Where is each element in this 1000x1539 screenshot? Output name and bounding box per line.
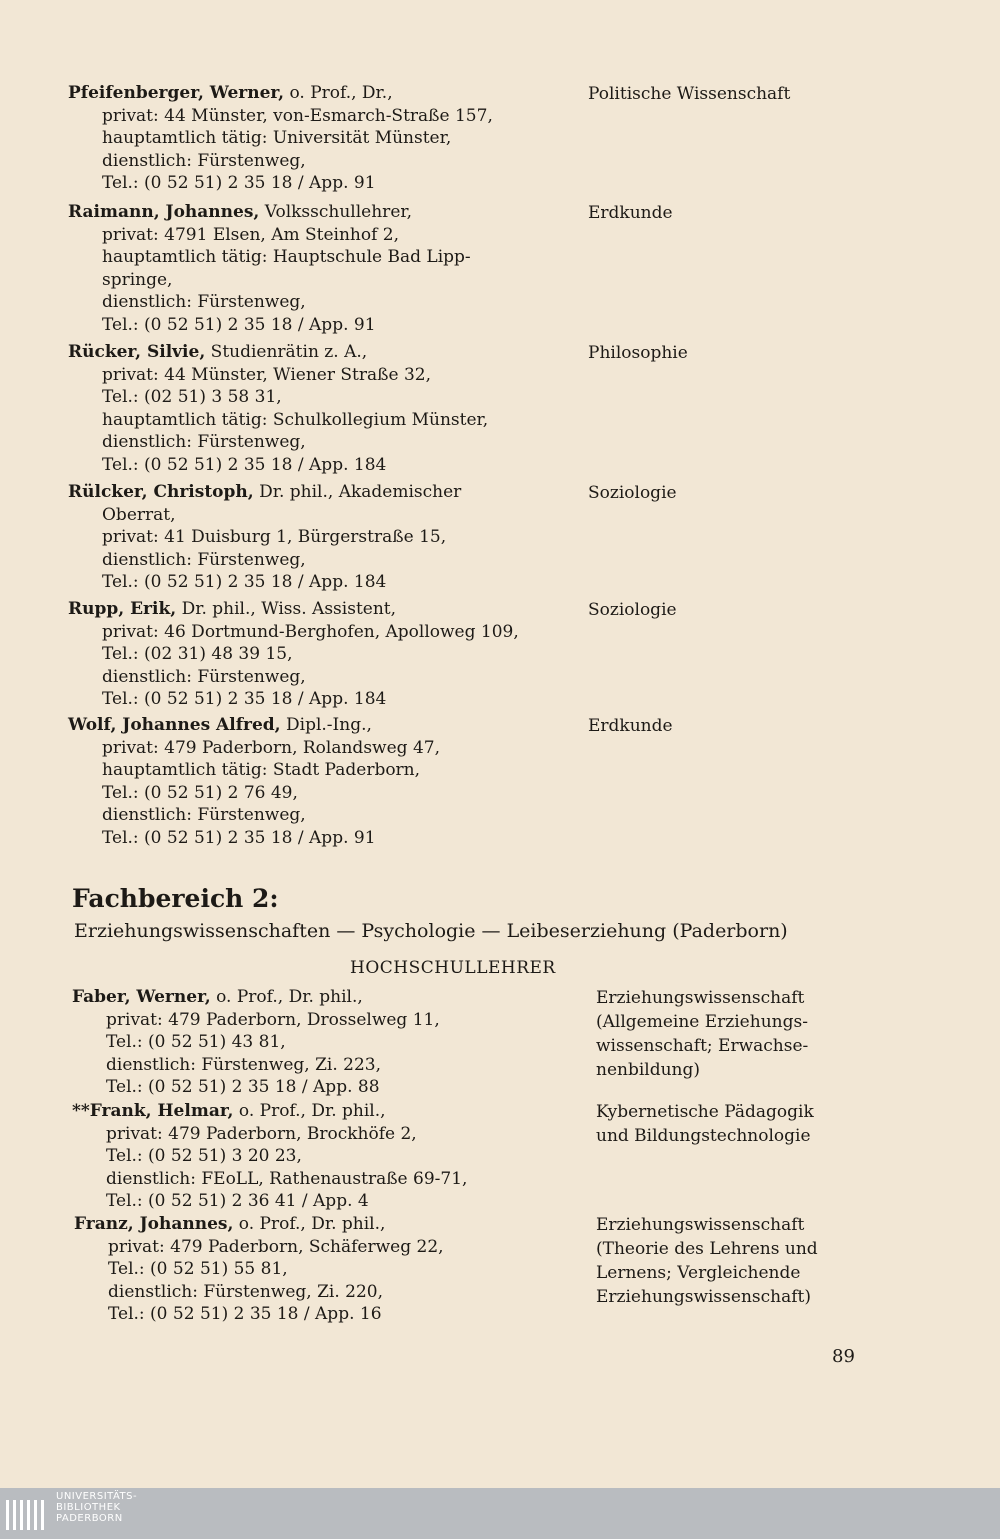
entry-franz xyxy=(74,1213,974,1327)
entry-line: Tel.: (0 52 51) 55 81, xyxy=(108,1259,288,1280)
subject-line: Erziehungswissenschaft xyxy=(596,988,805,1008)
subject-line: (Allgemeine Erziehungs- xyxy=(596,1012,808,1032)
entry-pfeifenberger xyxy=(68,82,968,196)
logo-line: UNIVERSITÄTS- xyxy=(56,1491,138,1502)
entry-line: Tel.: (0 52 51) 2 35 18 / App. 91 xyxy=(102,827,376,848)
entry-title: Dipl.-Ing., xyxy=(280,715,372,735)
entry-line: privat: 479 Paderborn, Drosselweg 11, xyxy=(106,1009,440,1030)
entry-line: hauptamtlich tätig: Hauptschule Bad Lipp- xyxy=(102,247,471,268)
entry-subject: Politische Wissenschaft xyxy=(588,84,791,104)
entry-line: Tel.: (0 52 51) 43 81, xyxy=(106,1032,286,1053)
entry-name: Raimann, Johannes, xyxy=(68,202,260,222)
subject-line: Erziehungswissenschaft) xyxy=(596,1287,811,1307)
entry-title: Dr. phil., Wiss. Assistent, xyxy=(176,599,397,619)
entry-line: hauptamtlich tätig: Stadt Paderborn, xyxy=(102,760,421,781)
entry-line: Tel.: (0 52 51) 2 76 49, xyxy=(102,782,298,803)
entry-line: hauptamtlich tätig: Schulkollegium Münster, xyxy=(102,409,489,430)
entry-line: Tel.: (0 52 51) 2 35 18 / App. 184 xyxy=(102,572,387,593)
entry-line: Tel.: (0 52 51) 2 35 18 / App. 184 xyxy=(102,454,387,475)
entry-line: Tel.: (0 52 51) 2 35 18 / App. 91 xyxy=(102,173,376,194)
entry-line: Tel.: (0 52 51) 3 20 23, xyxy=(106,1146,302,1167)
entry-name: Franz, Johannes, xyxy=(74,1214,234,1234)
entry-line: Tel.: (0 52 51) 2 35 18 / App. 91 xyxy=(102,314,376,335)
entry-raimann xyxy=(68,201,968,337)
entry-title: Volksschullehrer, xyxy=(259,202,413,222)
subject-line: Kybernetische Pädagogik xyxy=(596,1102,814,1122)
entry-title: Dr. phil., Akademischer xyxy=(253,482,462,502)
subject-line: (Theorie des Lehrens und xyxy=(596,1239,818,1259)
subheading: HOCHSCHULLEHRER xyxy=(350,958,556,978)
entry-subject: Erdkunde xyxy=(588,716,673,736)
entry-name: Rücker, Silvie, xyxy=(68,342,206,362)
entry-line: privat: 479 Paderborn, Schäferweg 22, xyxy=(108,1236,444,1257)
subject-line: Erziehungswissenschaft xyxy=(596,1215,805,1235)
entry-line: privat: 479 Paderborn, Brockhöfe 2, xyxy=(106,1123,417,1144)
entry-title: o. Prof., Dr. phil., xyxy=(233,1101,386,1121)
entry-line: Tel.: (02 31) 48 39 15, xyxy=(102,644,293,665)
subject-line: nenbildung) xyxy=(596,1060,701,1080)
entry-frank xyxy=(72,1100,972,1214)
entry-line: privat: 479 Paderborn, Rolandsweg 47, xyxy=(102,737,440,758)
entry-line: privat: 44 Münster, von-Esmarch-Straße 157, xyxy=(102,105,493,126)
entry-subject: Soziologie xyxy=(588,483,677,503)
subject-line: Lernens; Vergleichende xyxy=(596,1263,801,1283)
entry-line: springe, xyxy=(102,269,173,290)
library-logo-text xyxy=(56,1491,137,1524)
entry-line: Oberrat, xyxy=(102,504,176,525)
entry-subject xyxy=(596,986,856,1082)
entry-title: o. Prof., Dr. phil., xyxy=(210,987,363,1007)
logo-line: BIBLIOTHEK xyxy=(56,1502,121,1513)
entry-line: dienstlich: Fürstenweg, xyxy=(102,666,306,687)
entry-subject: Erdkunde xyxy=(588,203,673,223)
subject-line: wissenschaft; Erwachse- xyxy=(596,1036,809,1056)
logo-line: PADERBORN xyxy=(56,1513,123,1524)
entry-line: Tel.: (02 51) 3 58 31, xyxy=(102,387,282,408)
entry-line: dienstlich: Fürstenweg, xyxy=(102,805,306,826)
entry-subject: Soziologie xyxy=(588,600,677,620)
entry-line: privat: 46 Dortmund-Berghofen, Apolloweg 109, xyxy=(102,621,519,642)
entry-title: o. Prof., Dr., xyxy=(284,83,393,103)
entry-line: hauptamtlich tätig: Universität Münster, xyxy=(102,128,452,149)
entry-line: Tel.: (0 52 51) 2 36 41 / App. 4 xyxy=(106,1191,369,1212)
entry-line: dienstlich: FEoLL, Rathenaustraße 69-71, xyxy=(106,1168,468,1189)
entry-line: privat: 4791 Elsen, Am Steinhof 2, xyxy=(102,224,400,245)
entry-title: Studienrätin z. A., xyxy=(205,342,368,362)
section-title: Fachbereich 2: xyxy=(72,884,279,913)
entry-name: Wolf, Johannes Alfred, xyxy=(68,715,281,735)
entry-subject xyxy=(596,1100,856,1148)
entry-name: **Frank, Helmar, xyxy=(72,1101,234,1121)
entry-ruecker xyxy=(68,341,968,477)
entry-wolf xyxy=(68,714,968,850)
section-subtitle: Erziehungswissenschaften — Psychologie — Leibeserziehung (Paderborn) xyxy=(74,920,788,942)
entry-rupp xyxy=(68,598,968,712)
entry-name: Rülcker, Christoph, xyxy=(68,482,254,502)
entry-line: Tel.: (0 52 51) 2 35 18 / App. 16 xyxy=(108,1304,382,1325)
entry-line: dienstlich: Fürstenweg, xyxy=(102,549,306,570)
entry-line: Tel.: (0 52 51) 2 35 18 / App. 184 xyxy=(102,689,387,710)
entry-faber xyxy=(72,986,972,1100)
entry-subject xyxy=(596,1213,856,1309)
page-number: 89 xyxy=(832,1346,855,1367)
entry-ruelcker xyxy=(68,481,968,595)
entry-line: dienstlich: Fürstenweg, xyxy=(102,150,306,171)
entry-name: Rupp, Erik, xyxy=(68,599,177,619)
entry-line: privat: 44 Münster, Wiener Straße 32, xyxy=(102,364,431,385)
entry-line: privat: 41 Duisburg 1, Bürgerstraße 15, xyxy=(102,527,447,548)
library-bars-icon xyxy=(6,1494,46,1534)
entry-line: dienstlich: Fürstenweg, Zi. 223, xyxy=(106,1054,382,1075)
entry-subject: Philosophie xyxy=(588,343,688,363)
subject-line: und Bildungstechnologie xyxy=(596,1126,811,1146)
entry-line: dienstlich: Fürstenweg, xyxy=(102,292,306,313)
entry-line: dienstlich: Fürstenweg, xyxy=(102,432,306,453)
entry-name: Pfeifenberger, Werner, xyxy=(68,83,285,103)
entry-line: Tel.: (0 52 51) 2 35 18 / App. 88 xyxy=(106,1077,380,1098)
footer-bar xyxy=(0,1488,1000,1539)
entry-title: o. Prof., Dr. phil., xyxy=(233,1214,386,1234)
entry-line: dienstlich: Fürstenweg, Zi. 220, xyxy=(108,1281,384,1302)
entry-name: Faber, Werner, xyxy=(72,987,211,1007)
